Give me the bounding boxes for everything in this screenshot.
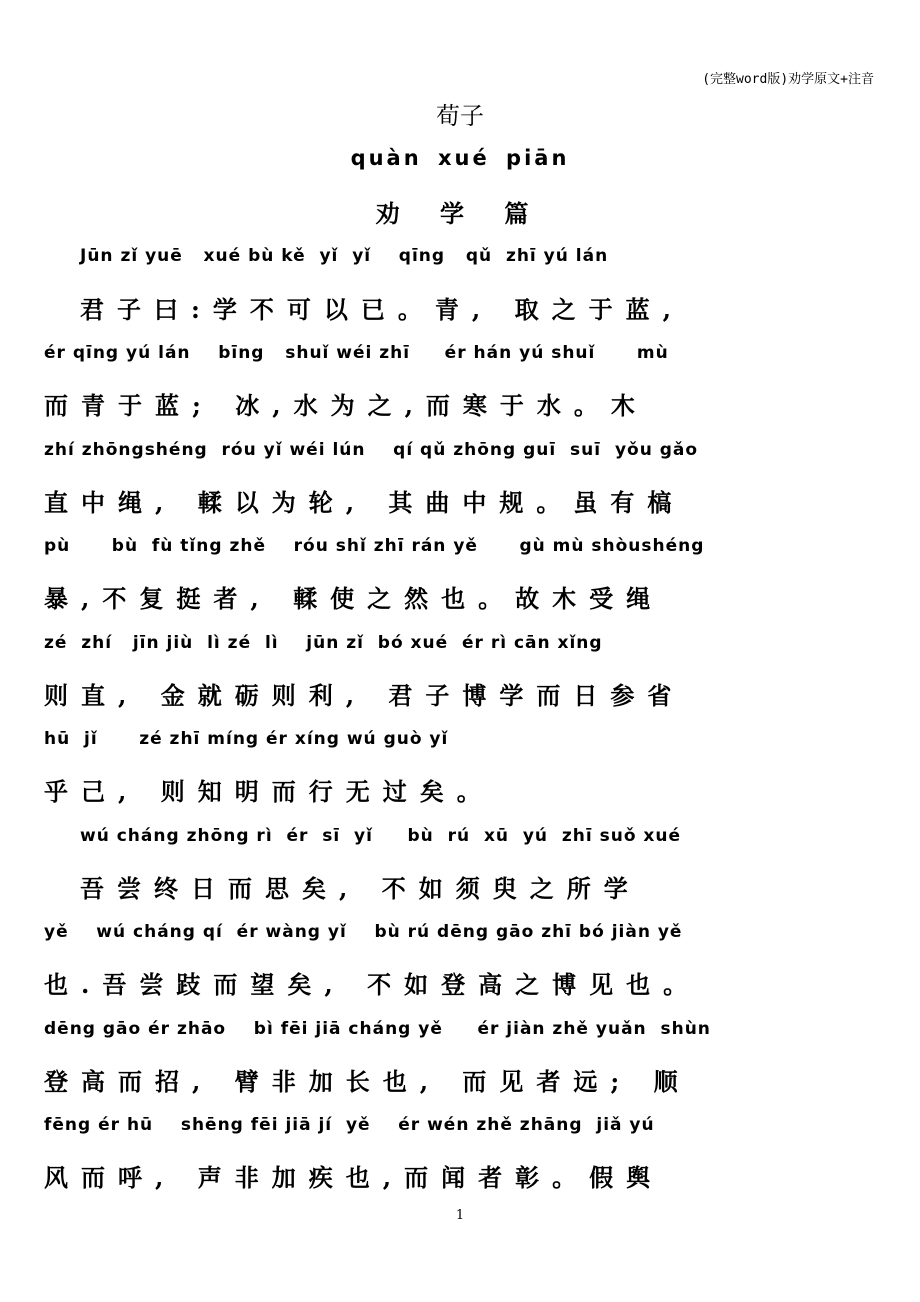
pinyin-line: ér qīng yú lán bīng shuǐ wéi zhī ér hán yú shuǐ mù: [44, 343, 669, 363]
text-line: 君子曰:学不可以已。青, 取之于蓝,: [80, 295, 684, 324]
pinyin-line: zé zhí jīn jiù lì zé lì jūn zǐ bó xué ér rì cān xǐng: [44, 633, 603, 653]
text-line: 吾尝终日而思矣, 不如须臾之所学: [80, 874, 641, 903]
pinyin-line: fēng ér hū shēng fēi jiā jí yě ér wén zhě zhāng jiǎ yú: [44, 1115, 655, 1135]
pinyin-line: zhí zhōngshéng róu yǐ wéi lún qí qǔ zhōng guī suī yǒu gǎo: [44, 440, 699, 460]
pinyin-line: Jūn zǐ yuē xué bù kě yǐ yǐ qīng qǔ zhī yú lán: [80, 246, 609, 266]
text-line: 也.吾尝跂而望矣, 不如登高之博见也。: [44, 970, 701, 999]
author-title: 荀子: [436, 102, 484, 130]
text-line: 而青于蓝; 冰,水为之,而寒于水。木: [44, 391, 648, 420]
text-line: 暴,不复挺者, 輮使之然也。故木受绳: [44, 584, 664, 613]
page-title: 劝 学 篇: [375, 199, 545, 228]
document-header: (完整word版)劝学原文+注音: [702, 72, 874, 87]
pinyin-line: hū jǐ zé zhī míng ér xíng wú guò yǐ: [44, 729, 449, 749]
text-line: 登高而招, 臂非加长也, 而见者远; 顺: [44, 1067, 691, 1096]
text-line: 乎己, 则知明而行无过矣。: [44, 777, 494, 806]
title-pinyin: quàn xué piān: [350, 146, 570, 170]
pinyin-line: yě wú cháng qí ér wàng yǐ bù rú dēng gāo zhī bó jiàn yě: [44, 922, 683, 942]
text-line: 直中绳, 輮以为轮, 其曲中规。虽有槁: [44, 488, 685, 517]
pinyin-line: pù bù fù tǐng zhě róu shǐ zhī rán yě gù mù shòushéng: [44, 536, 705, 556]
text-line: 则直, 金就砺则利, 君子博学而日参省: [44, 681, 685, 710]
text-line: 风而呼, 声非加疾也,而闻者彰。假舆: [44, 1163, 664, 1192]
page-number: 1: [455, 1208, 465, 1223]
pinyin-line: dēng gāo ér zhāo bì fēi jiā cháng yě ér jiàn zhě yuǎn shùn: [44, 1019, 711, 1039]
pinyin-line: wú cháng zhōng rì ér sī yǐ bù rú xū yú zhī suǒ xué: [80, 826, 682, 846]
